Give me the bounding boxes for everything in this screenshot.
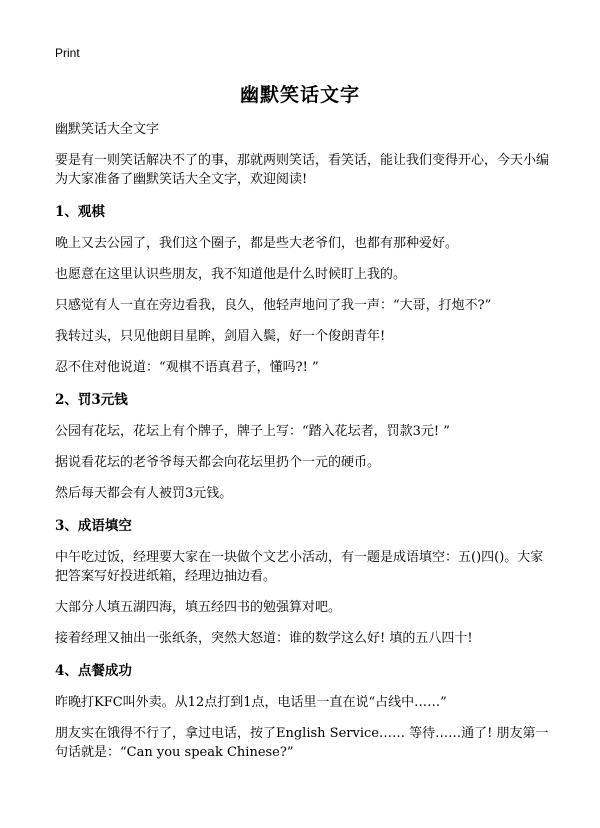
article-subtitle: 幽默笑话大全文字 [55,122,160,137]
paragraph: 忍不住对他说道：“观棋不语真君子，懂吗?! ” [55,360,319,375]
paragraph: 昨晚打KFC叫外卖。从12点打到1点，电话里一直在说“占线中……” [55,695,447,710]
print-link[interactable]: Print [55,46,80,60]
paragraph: 然后每天都会有人被罚3元钱。 [55,486,233,501]
section-heading: 2、罚3元钱 [55,392,128,408]
paragraph: 只感觉有人一直在旁边看我，良久，他轻声地问了我一声：“大哥，打炮不?” [55,298,492,313]
paragraph: 中午吃过饭，经理要大家在一块做个文艺小活动，有一题是成语填空：五()四()。大家把答案写好投进纸箱，经理边抽边看。 [55,550,544,584]
paragraph: 大部分人填五湖四海，填五经四书的勉强算对吧。 [55,600,342,615]
section-1 [55,203,555,377]
paragraph: 我转过头，只见他朗目星眸，剑眉入鬓，好一个俊朗青年! [55,329,386,344]
paragraph: 朋友实在饿得不行了，拿过电话，按了English Service…… 等待……通了! 朋友第一句话就是：“Can you speak Chinese?” [55,726,549,760]
paragraph: 据说看花坛的老爷爷每天都会向花坛里扔个一元的硬币。 [55,455,381,470]
section-heading: 4、点餐成功 [55,663,132,679]
section-2 [55,391,555,503]
section-3 [55,517,555,648]
paragraph: 晚上又去公园了，我们这个圈子，都是些大老爷们，也都有那种爱好。 [55,236,459,251]
paragraph: 也愿意在这里认识些朋友，我不知道他是什么时候盯上我的。 [55,267,407,282]
article-body [55,120,555,762]
paragraph: 接着经理又抽出一张纸条，突然大怒道：谁的数学这么好! 填的五八四十! [55,631,473,646]
section-heading: 1、观棋 [55,204,105,220]
article-intro: 要是有一则笑话解决不了的事，那就两则笑话，看笑话，能让我们变得开心，今天小编为大家准备了幽默笑话大全文字，欢迎阅读! [55,153,550,187]
section-heading: 3、成语填空 [55,518,132,534]
page-title: 幽默笑话文字 [239,84,360,106]
section-4 [55,662,555,762]
paragraph: 公园有花坛，花坛上有个牌子，牌子上写：“踏入花坛者，罚款3元! ” [55,424,450,439]
